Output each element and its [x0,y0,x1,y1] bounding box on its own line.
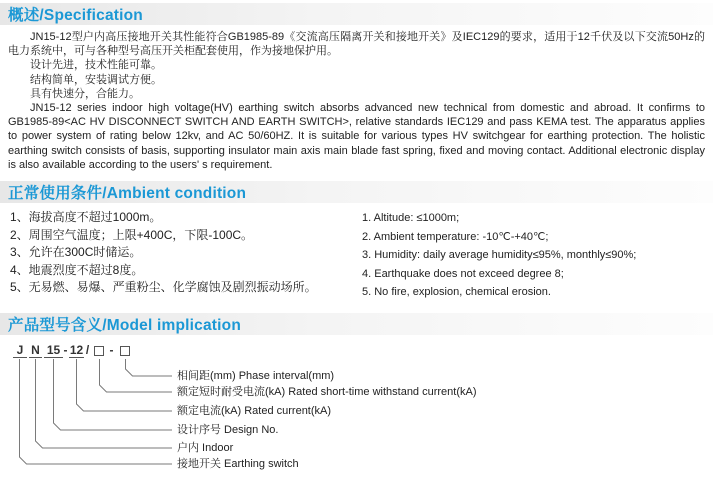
model-code-part-n: N [29,344,42,358]
model-label-phase-interval: 相间距(mm) Phase interval(mm) [177,369,335,382]
ambient-list-cn [10,209,362,302]
spec-feature-line: 结构简单，安装调试方便。 [30,73,162,86]
list-item: 2、周围空气温度；上限+400C，下限-100C。 [10,227,254,242]
list-item: 1. Altitude: ≤1000m; [362,212,460,225]
catalog-page [0,3,713,477]
list-item: 5、无易燃、易爆、严重粉尘、化学腐蚀及剧烈振动场所。 [10,280,317,295]
ambient-list-en [362,209,705,302]
list-item: 5. No fire, explosion, chemical erosion. [362,286,551,299]
model-label-short-time-current: 额定短时耐受电流(kA) Rated short-time withstand current(kA) [177,385,477,398]
list-item: 4、地震烈度不超过8度。 [10,262,144,277]
list-item: 4. Earthquake does not exceed degree 8; [362,267,564,280]
spec-paragraph-en: JN15-12 series indoor high voltage(HV) earthing switch absorbs advanced new technical from domestic and abroad. It confirms to GB1985-89<AC HV DISCONNECT SWITCH AND EARTH SWITCH>, relative standards IEC129 and pass KEMA test. The apparatus applies to power system of rating below 12kv, and AC 50/60HZ. It is suitable for various types HV switchgear for earthing protection. The holistic earthing switch consists of basis, supporting insulator main axis main blade fast spring, fixed and moving contact. Additional electronic display is also available according to the users' s requirement. [8,102,705,171]
model-code-dash: - [109,342,114,357]
model-label-design-no: 设计序号 Design No. [177,423,279,436]
model-code-part-j: J [13,344,27,358]
list-item: 3、允许在300C时储运。 [10,245,142,260]
list-item: 3. Humidity: daily average humidity≤95%, monthly≤90%; [362,249,637,262]
model-code-box-phase-interval [120,346,130,356]
connector-lines [0,343,713,493]
ambient-title: 正常使用条件/Ambient condition [8,185,247,203]
spec-paragraph-cn: JN15-12型户内高压接地开关其性能符合GB1985-89《交流高压隔离开关和接地开关》及IEC129的要求，适用于12千伏及以下交流50Hz的电力系统中，可与各种型号高压开关柜配套使用，作为接地保护用。 [8,31,705,58]
spec-feature-line: 具有快速分，合能力。 [30,87,140,100]
model-implication-diagram [0,343,713,493]
list-item: 2. Ambient temperature: -10℃-+40℃; [362,230,549,243]
section-header-model [0,313,713,335]
list-item: 1、海拔高度不超过1000m。 [10,210,162,225]
specification-body [8,30,705,172]
model-code-box-rated-current [94,346,104,356]
model-title: 产品型号含义/Model implication [8,316,242,334]
model-label-earthing-switch: 接地开关 Earthing switch [177,457,299,470]
ambient-condition-columns [10,209,705,302]
spec-feature-line: 设计先进，技术性能可靠。 [30,59,162,72]
model-code-part-12: 12 [69,342,84,357]
specification-title: 概述/Specification [8,7,143,24]
section-header-specification [0,3,713,25]
model-code-dash: - [63,342,68,357]
model-label-rated-current: 额定电流(kA) Rated current(kA) [177,404,332,417]
model-code-slash: / [85,342,90,357]
section-header-ambient [0,181,713,203]
model-label-indoor: 户内 Indoor [177,441,234,454]
model-code-part-15: 15 [44,344,63,358]
